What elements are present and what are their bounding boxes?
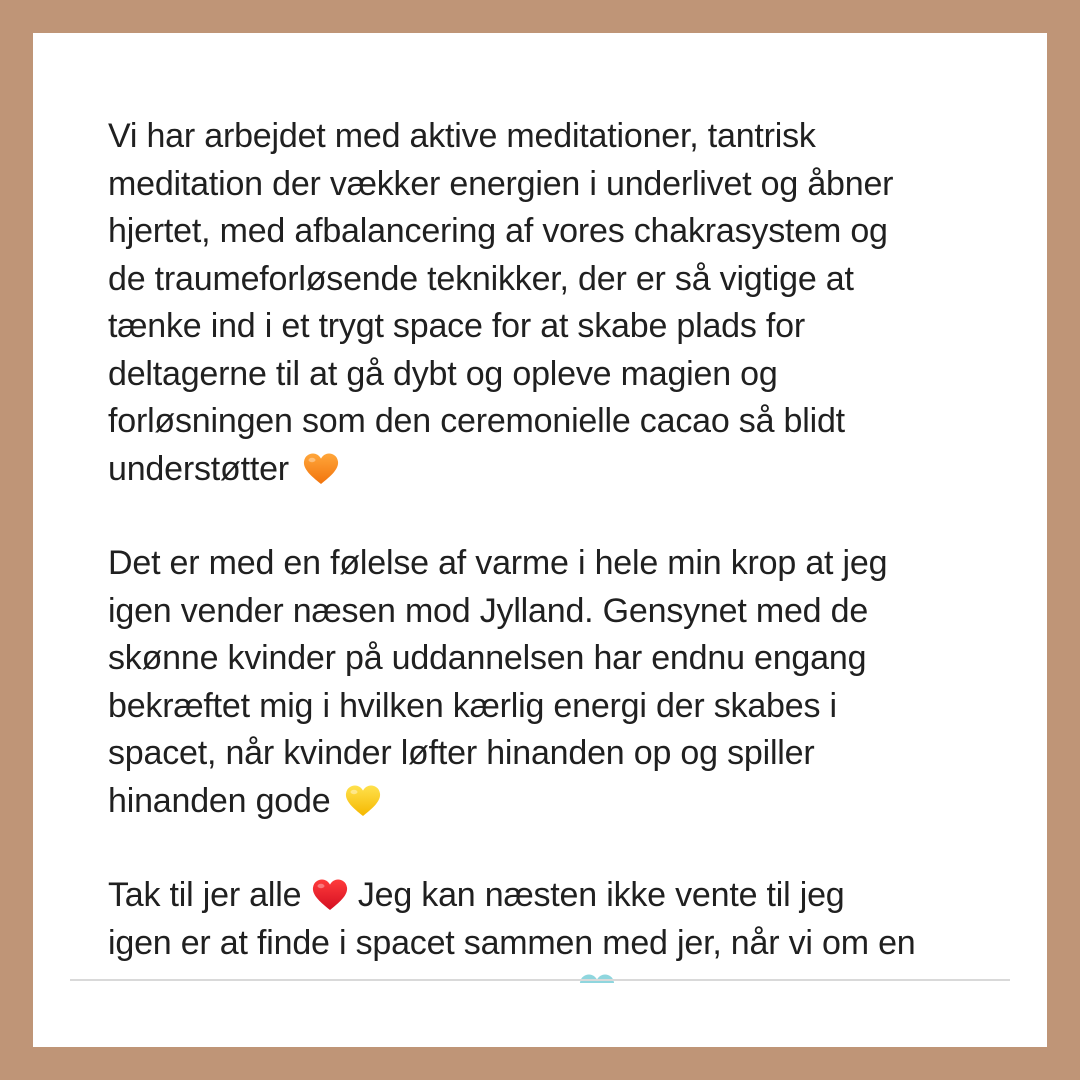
- text-line: igen er at finde i spacet sammen med jer, når vi om en: [108, 923, 916, 962]
- scroll-divider: [70, 979, 1010, 981]
- teal-heart-icon: [578, 973, 616, 983]
- text-fragment: understøtter: [108, 449, 289, 488]
- text-line-with-icon: [108, 778, 1008, 826]
- yellow-heart-icon: [344, 784, 382, 818]
- text-line: tænke ind i et trygt space for at skabe plads for: [108, 307, 806, 345]
- text-line: bekræftet mig i hvilken kærlig energi der skabes i: [108, 686, 837, 725]
- post-text: [108, 113, 1008, 983]
- text-fragment: Jeg kan næsten ikke vente til jeg: [357, 876, 845, 914]
- text-line: Det er med en følelse af varme i hele min krop at jeg: [108, 544, 888, 582]
- paragraph-3: [108, 872, 1008, 983]
- text-line: skønne kvinder på uddannelsen har endnu engang: [108, 639, 867, 677]
- text-line-with-icon: [108, 446, 1008, 494]
- text-line-with-icon: [108, 872, 1008, 920]
- text-fragment: hinanden gode: [108, 781, 331, 820]
- paragraph-1: [108, 113, 1008, 493]
- text-line: forløsningen som den ceremonielle cacao så blidt: [108, 402, 845, 440]
- text-fragment: Tak til jer alle: [108, 876, 302, 914]
- text-line: deltagerne til at gå dybt og opleve magien og: [108, 354, 778, 393]
- text-line: meditation der vækker energien i underlivet og åbner: [108, 164, 894, 203]
- text-line: spacet, når kvinder løfter hinanden op og spiller: [108, 734, 815, 772]
- text-line: igen vender næsen mod Jylland. Gensynet med de: [108, 591, 869, 630]
- post-card: [33, 33, 1047, 1047]
- text-line: hjertet, med afbalancering af vores chakrasystem og: [108, 212, 888, 250]
- red-heart-icon: [311, 878, 349, 912]
- orange-heart-icon: [302, 452, 340, 486]
- text-line: de traumeforløsende teknikker, der er så vigtige at: [108, 259, 854, 298]
- text-line: Vi har arbejdet med aktive meditationer, tantrisk: [108, 117, 816, 155]
- paragraph-2: [108, 540, 1008, 825]
